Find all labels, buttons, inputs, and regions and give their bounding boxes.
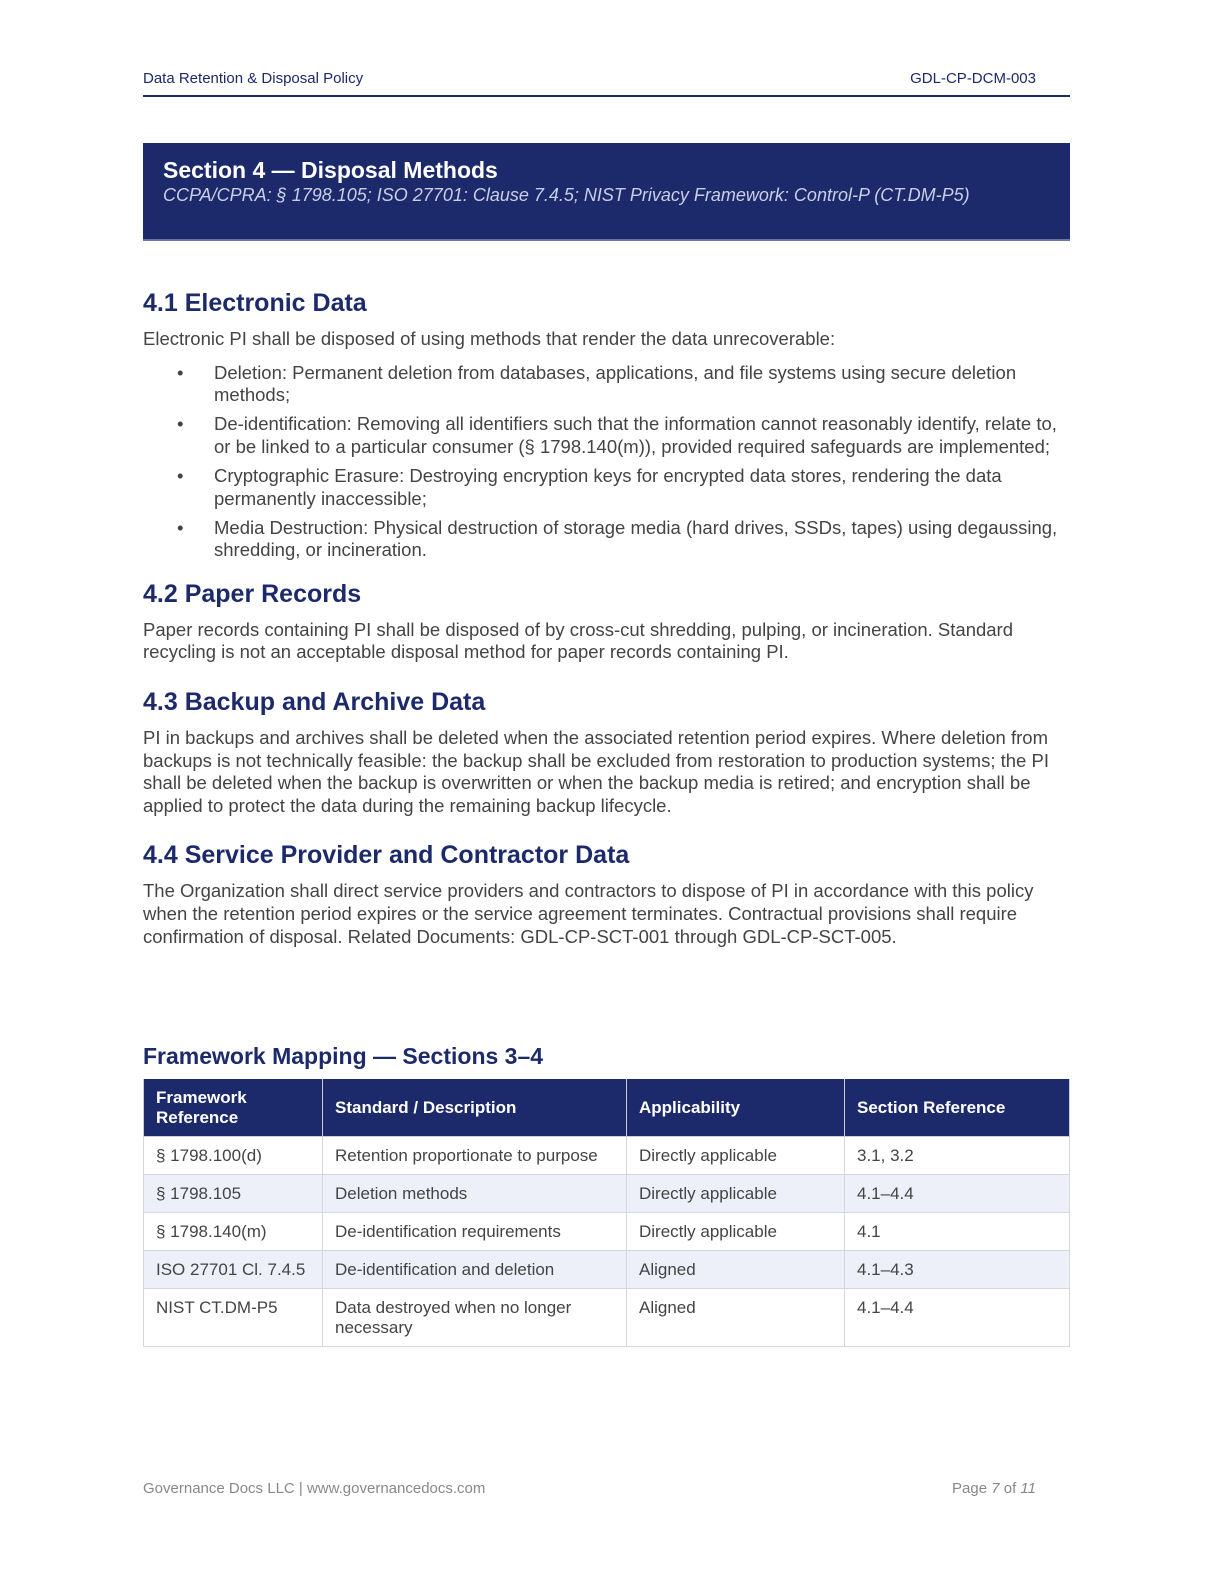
page-footer	[143, 1480, 1070, 1497]
table-cell: ISO 27701 Cl. 7.4.5	[144, 1251, 323, 1289]
section-4-1	[143, 288, 1070, 562]
table-cell: 4.1–4.3	[845, 1251, 1070, 1289]
bullet-icon: •	[177, 464, 184, 486]
table-cell: § 1798.105	[144, 1175, 323, 1213]
table-cell: De-identification requirements	[323, 1213, 627, 1251]
total-pages: 11	[1020, 1480, 1036, 1497]
page-header	[143, 70, 1070, 97]
table-cell: Aligned	[627, 1289, 845, 1347]
table-row	[144, 1289, 1070, 1347]
section-heading: 4.1 Electronic Data	[143, 289, 367, 317]
footer-company: Governance Docs LLC | www.governancedocs.com	[143, 1480, 486, 1497]
page-number: Page 7 of 11	[952, 1480, 1036, 1497]
bullet-icon: •	[177, 413, 184, 435]
table-row	[144, 1251, 1070, 1289]
section-4-4	[143, 840, 1070, 948]
table-cell: 3.1, 3.2	[845, 1137, 1070, 1175]
table-cell: § 1798.140(m)	[144, 1213, 323, 1251]
table-cell: § 1798.100(d)	[144, 1137, 323, 1175]
section-4-3	[143, 687, 1070, 817]
bullet-icon: •	[177, 516, 184, 538]
column-header: Section Reference	[845, 1079, 1070, 1137]
list-item: • De-identification: Removing all identifiers such that the information cannot reasonably identify, relate to, or be linked to a particular consumer (§ 1798.140(m)), provided required safeguards are implemented;	[177, 413, 1057, 457]
table-cell: Directly applicable	[627, 1175, 845, 1213]
document-id: GDL-CP-DCM-003	[910, 70, 1036, 87]
current-page: 7	[991, 1480, 1000, 1497]
table-row	[144, 1137, 1070, 1175]
section-intro: Electronic PI shall be disposed of using methods that render the data unrecoverable:	[143, 328, 836, 349]
list-item: • Deletion: Permanent deletion from databases, applications, and file systems using secure deletion methods;	[177, 361, 1017, 406]
section-banner	[143, 143, 1070, 241]
section-title: Section 4 — Disposal Methods	[163, 157, 498, 183]
section-body: PI in backups and archives shall be deleted when the associated retention period expires. Where deletion from backups is not technically feasible: the backup shall be excluded from restoration to production systems; the PI shall be deleted when the backup is overwritten or when the backup media is retired; and encryption shall be applied to protect the data during the remaining backup lifecycle.	[143, 727, 1049, 816]
table-row	[144, 1175, 1070, 1213]
table-cell: Aligned	[627, 1251, 845, 1289]
framework-mapping-title: Framework Mapping — Sections 3–4	[143, 1043, 544, 1069]
table-cell: 4.1–4.4	[845, 1289, 1070, 1347]
table-cell: De-identification and deletion	[323, 1251, 627, 1289]
table-row	[144, 1213, 1070, 1251]
table-cell: Data destroyed when no longer necessary	[323, 1289, 627, 1347]
section-4-2	[143, 579, 1070, 664]
list-item: • Cryptographic Erasure: Destroying encryption keys for encrypted data stores, rendering the data permanently inaccessible;	[177, 464, 1002, 509]
column-header: Standard / Description	[323, 1079, 627, 1137]
section-citations: CCPA/CPRA: § 1798.105; ISO 27701: Clause 7.4.5; NIST Privacy Framework: Control-P (CT.DM-P5)	[163, 185, 970, 205]
table-cell: Directly applicable	[627, 1137, 845, 1175]
table-cell: 4.1–4.4	[845, 1175, 1070, 1213]
section-body: Paper records containing PI shall be disposed of by cross-cut shredding, pulping, or incineration. Standard recycling is not an acceptable disposal method for paper records containing PI.	[143, 618, 1014, 663]
disposal-methods-list	[143, 362, 1070, 562]
list-item: • Media Destruction: Physical destruction of storage media (hard drives, SSDs, tapes) using degaussing, shredding, or incineration.	[177, 516, 1058, 561]
section-body: The Organization shall direct service providers and contractors to dispose of PI in accordance with this policy when the retention period expires or the service agreement terminates. Contractual provisions shall require confirmation of disposal. Related Documents: GDL-CP-SCT-001 through GDL-CP-SCT-005.	[143, 880, 1034, 947]
bullet-icon: •	[177, 361, 184, 383]
section-heading: 4.4 Service Provider and Contractor Data	[143, 841, 630, 870]
main-content	[143, 288, 1070, 948]
table-cell: 4.1	[845, 1213, 1070, 1251]
table-cell: Retention proportionate to purpose	[323, 1137, 627, 1175]
document-title: Data Retention & Disposal Policy	[143, 70, 364, 87]
column-header: Framework Reference	[144, 1079, 323, 1137]
table-cell: NIST CT.DM-P5	[144, 1289, 323, 1347]
table-header-row	[144, 1079, 1070, 1137]
table-cell: Deletion methods	[323, 1175, 627, 1213]
framework-mapping-table	[143, 1079, 1070, 1347]
table-cell: Directly applicable	[627, 1213, 845, 1251]
section-heading: 4.2 Paper Records	[143, 579, 362, 608]
column-header: Applicability	[627, 1079, 845, 1137]
section-heading: 4.3 Backup and Archive Data	[143, 688, 486, 717]
